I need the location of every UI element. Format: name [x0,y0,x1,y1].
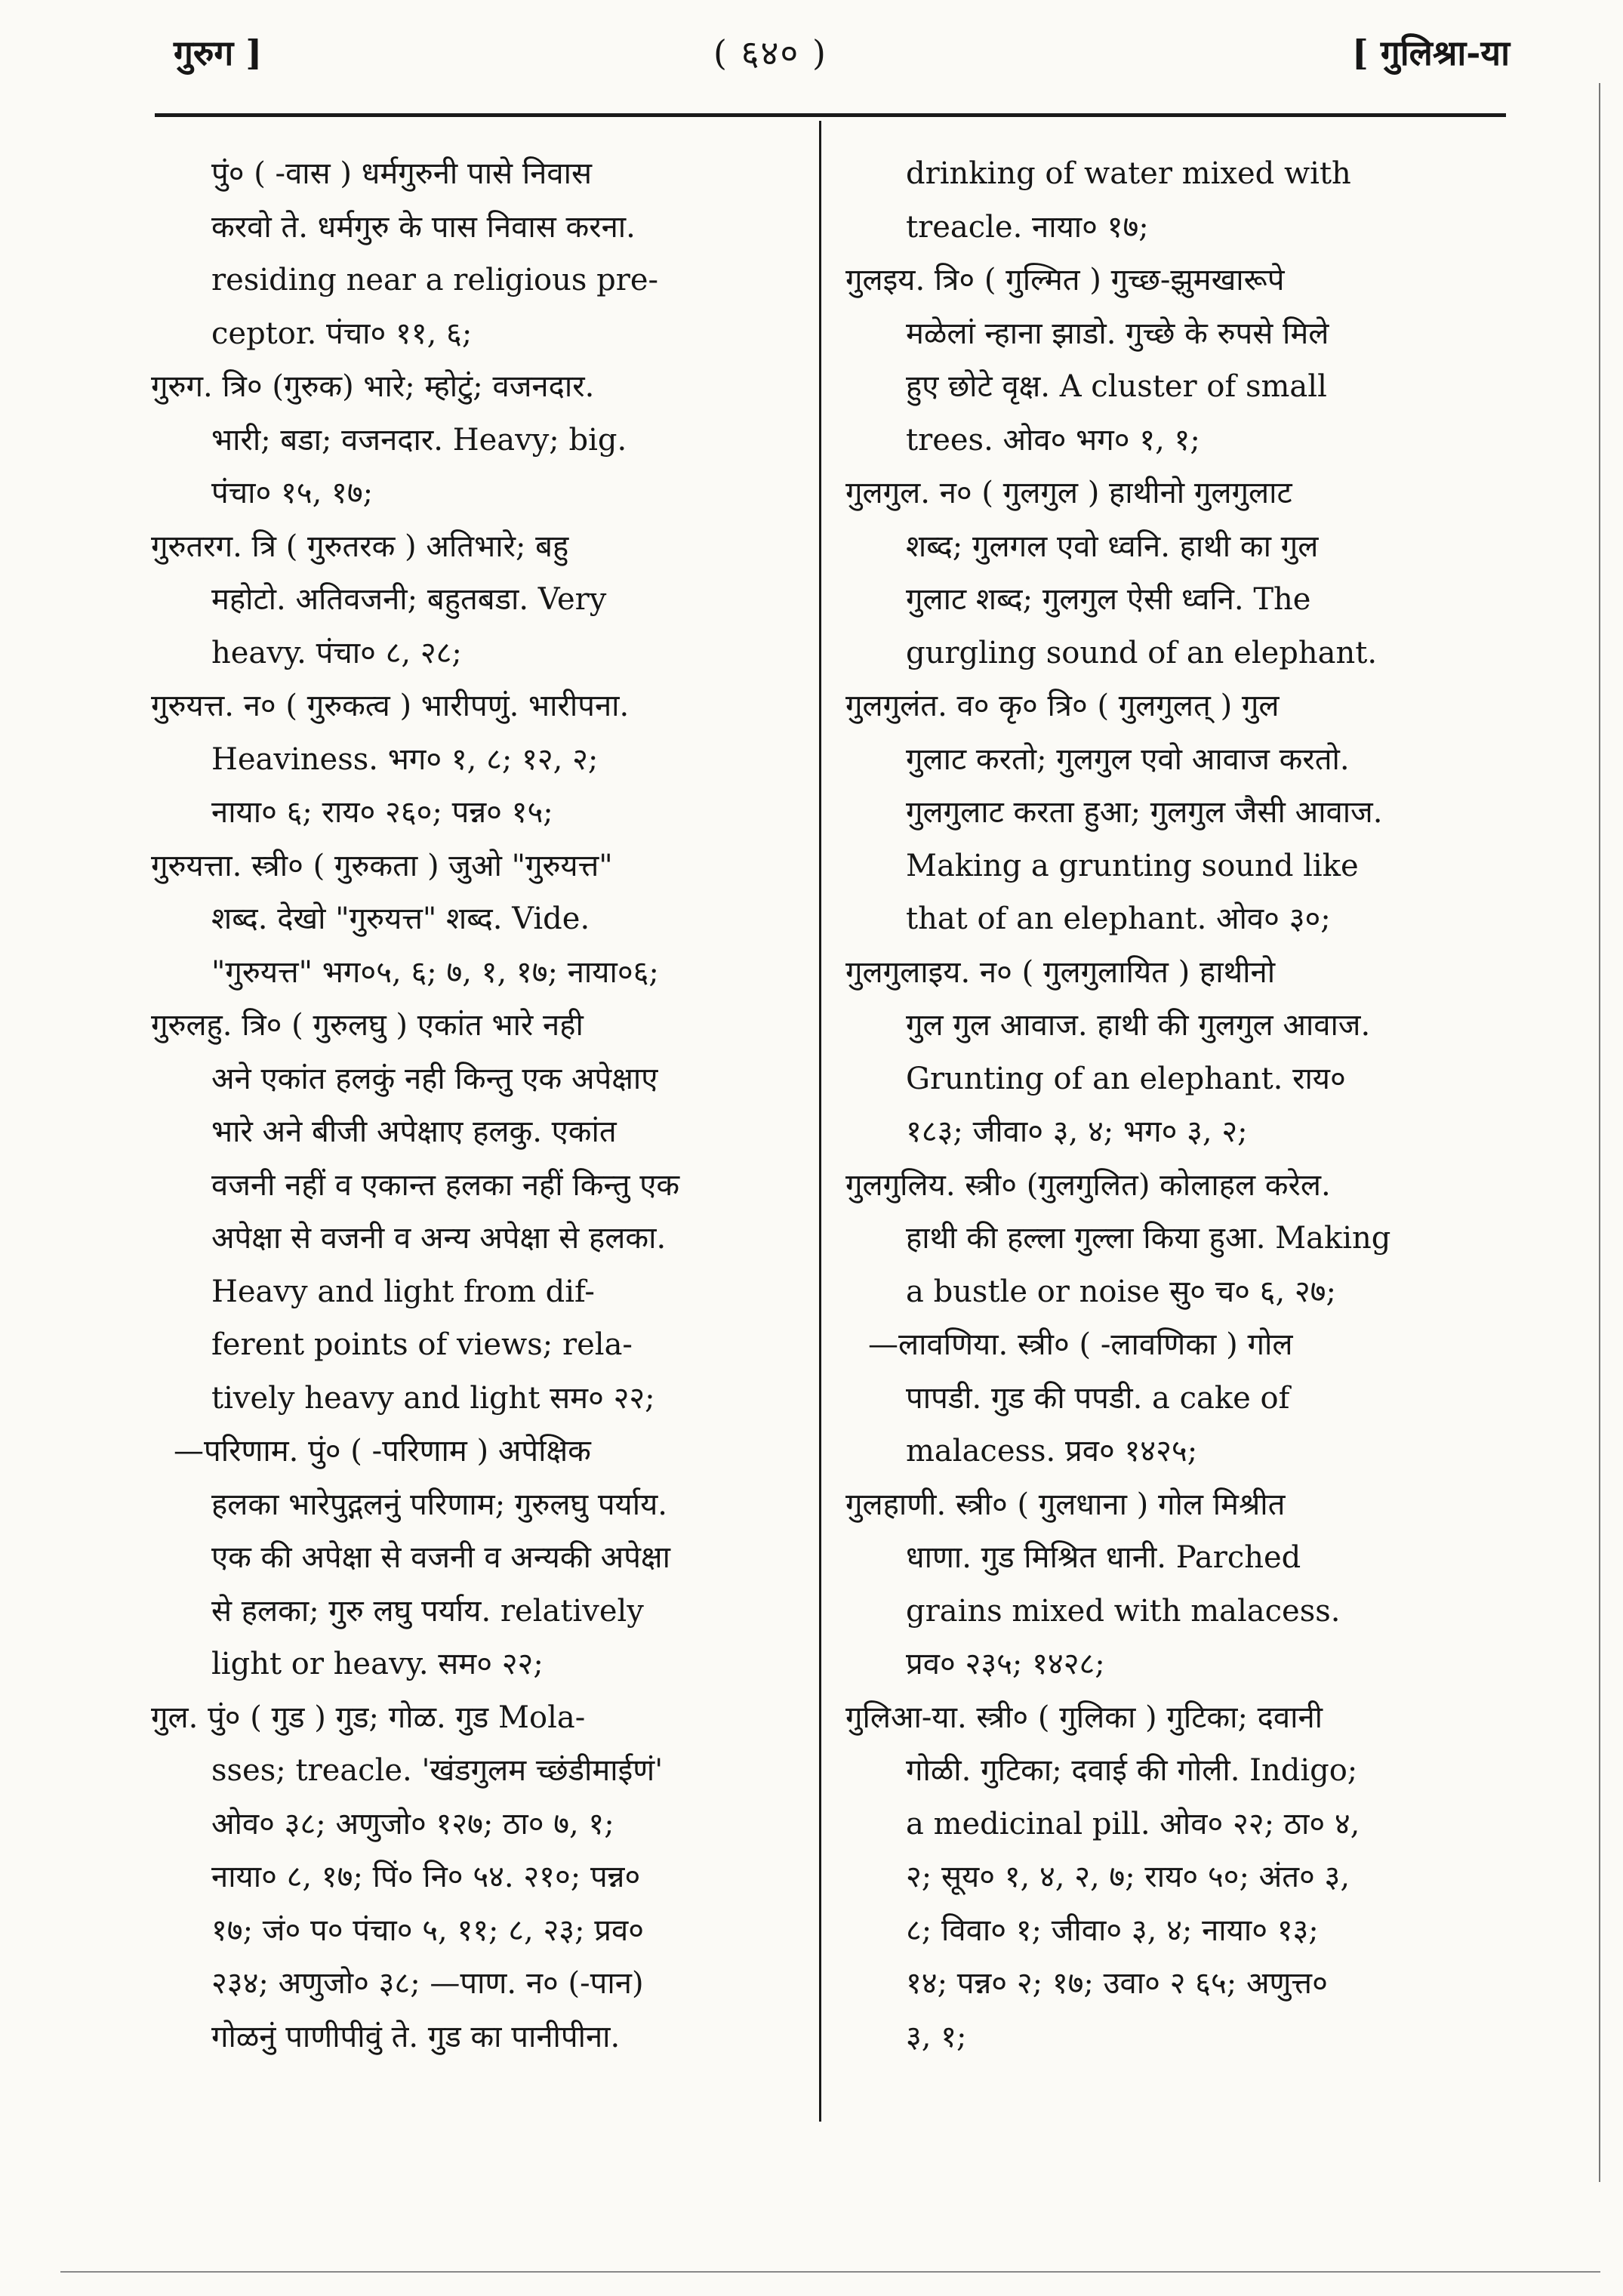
entry-text-line: heavy. पंचा० ८, २८; [211,635,462,670]
entry-text-line: अपेक्षा से वजनी व अन्य अपेक्षा से हलका. [211,1221,667,1256]
entry-text-line: १४; पन्न० २; १७; उवा० २ ६५; अणुत्त० [906,1966,1328,2001]
entry-text-line: —परिणाम. पुं० ( -परिणाम ) अपेक्षिक [174,1434,591,1469]
right-column [845,147,1487,2063]
entry-text-line: हुए छोटे वृक्ष. A cluster of small [906,369,1327,404]
entry-headword-line: गुरुयत्त. न० ( गुरुकत्व ) भारीपणुं. भारीपना. [151,689,630,723]
entry-text-line: पापडी. गुड की पपडी. a cake of [906,1380,1290,1416]
entry-text-line: sses; treacle. 'खंडगुलम च्छंडीमाईणं' [211,1753,664,1788]
page-edge-rule [1599,83,1600,2182]
entry-text-line: प्रव० २३५; १४२८; [906,1647,1105,1681]
entry-text-line: अने एकांत हलकुं नही किन्तु एक अपेक्षाए [211,1061,658,1096]
entry-text-line: गोळनुं पाणीपीवुं ते. गुड का पानीपीना. [211,2019,621,2054]
entry-headword-line: गुल. पुं० ( गुड ) गुड; गोळ. गुड Mola- [151,1700,586,1735]
entry-text-line: नाया० ६; राय० २६०; पन्न० १५; [211,795,553,830]
entry-text-line: ८; विवा० १; जीवा० ३, ४; नाया० १३; [906,1912,1319,1948]
entry-headword-line: गुलगुल. न० ( गुलगुल ) हाथीनो गुलगुलाट [845,476,1292,510]
entry-text-line: ceptor. पंचा० ११, ६; [211,316,473,351]
entry-text-line: "गुरुयत्त" भग०५, ६; ७, १, १७; नाया०६; [211,954,659,990]
entry-text-line: that of an elephant. ओव० ३०; [906,901,1331,936]
entry-text-line: एक की अपेक्षा से वजनी व अन्यकी अपेक्षा [211,1540,670,1575]
entry-text-line: १७; जं० प० पंचा० ५, ११; ८, २३; प्रव० [211,1912,645,1948]
entry-text-line: शब्द; गुलगल एवो ध्वनि. हाथी का गुल [906,529,1319,564]
entry-text-line: Heavy and light from dif- [211,1274,595,1309]
entry-headword-line: गुलहाणी. स्त्री० ( गुलधाना ) गोल मिश्रीत [845,1487,1286,1522]
entry-text-line: trees. ओव० भग० १, १; [906,422,1200,458]
page-header [151,23,1510,83]
entry-text-line: drinking of water mixed with [906,156,1351,191]
entry-headword-line: गुलिआ-या. स्त्री० ( गुलिका ) गुटिका; दवानी [845,1700,1323,1735]
entry-text-line: a bustle or noise सु० च० ६, २७; [906,1274,1336,1309]
page-number: ( ६४० ) [713,32,827,73]
entry-headword-line: गुरुलहु. त्रि० ( गुरुलघु ) एकांत भारे नही [151,1008,584,1043]
entry-text-line: गोळी. गुटिका; दवाई की गोली. Indigo; [906,1753,1358,1788]
entry-text-line: हाथी की हल्ला गुल्ला किया हुआ. Making [906,1221,1391,1256]
entry-text-line: पुं० ( -वास ) धर्मगुरुनी पासे निवास [211,156,593,191]
entry-text-line: गुलाट शब्द; गुलगुल ऐसी ध्वनि. The [906,582,1311,617]
entry-headword-line: गुलगुलिय. स्त्री० (गुलगुलित) कोलाहल करेल. [845,1167,1331,1203]
entry-text-line: a medicinal pill. ओव० २२; ठा० ४, [906,1806,1360,1841]
entry-text-line: २; सूय० १, ४, २, ७; राय० ५०; अंत० ३, [906,1860,1350,1894]
entry-text-line: malacess. प्रव० १४२५; [906,1434,1198,1469]
entry-text-line: से हलका; गुरु लघु पर्याय. relatively [211,1593,644,1629]
entry-text-line: महोटो. अतिवजनी; बहुतबडा. Very [211,582,607,617]
entry-text-line: धाणा. गुड मिश्रित धानी. Parched [906,1540,1301,1575]
entry-text-line: Making a grunting sound like [906,848,1359,883]
entry-text-line: treacle. नाया० १७; [906,209,1149,245]
entry-text-line: Grunting of an elephant. राय० [906,1061,1346,1096]
entry-text-line: ओव० ३८; अणुजो० १२७; ठा० ७, १; [211,1806,614,1841]
header-rule [155,113,1506,117]
entry-text-line: residing near a religious pre- [211,263,659,297]
entry-text-line: ferent points of views; rela- [211,1327,633,1362]
entry-text-line: भारी; बडा; वजनदार. Heavy; big. [211,422,627,458]
entry-text-line: नाया० ८, १७; पिं० नि० ५४. २१०; पन्न० [211,1860,641,1894]
entry-text-line: गुल गुल आवाज. हाथी की गुलगुल आवाज. [906,1008,1371,1043]
entry-headword-line: गुरुग. त्रि० (गुरुक) भारे; म्होटुं; वजनदार. [151,369,595,404]
entry-text-line: २३४; अणुजो० ३८; —पाण. न० (-पान) [211,1966,644,2001]
entry-text-line: grains mixed with malacess. [906,1593,1341,1629]
entry-headword-line: गुलइय. त्रि० ( गुल्मित ) गुच्छ-झुमखारूपे [845,263,1285,297]
column-divider [819,121,821,2122]
entry-text-line: tively heavy and light सम० २२; [211,1380,655,1416]
entry-text-line: Heaviness. भग० १, ८; १२, २; [211,741,599,777]
entry-text-line: भारे अने बीजी अपेक्षाए हलकु. एकांत [211,1114,617,1149]
entry-text-line: करवो ते. धर्मगुरु के पास निवास करना. [211,209,636,245]
page-bottom-rule [60,2271,1600,2273]
entry-text-line: ३, १; [906,2019,967,2054]
entry-headword-line: गुलगुलंत. व० कृ० त्रि० ( गुलगुलत् ) गुल [845,689,1280,723]
guide-word-right: [ गुलिश्रा-या [1352,32,1510,73]
entry-text-line: १८३; जीवा० ३, ४; भग० ३, २; [906,1114,1248,1149]
entry-text-line: हलका भारेपुद्गलनुं परिणाम; गुरुलघु पर्याय. [211,1487,668,1522]
entry-text-line: गुलगुलाट करता हुआ; गुलगुल जैसी आवाज. [906,795,1383,830]
entry-text-line: गुलाट करतो; गुलगुल एवो आवाज करतो. [906,741,1350,777]
guide-word-left: गुरुग ] [174,32,263,73]
left-column [151,147,800,2063]
entry-text-line: light or heavy. सम० २२; [211,1647,544,1681]
entry-headword-line: गुरुयत्ता. स्त्री० ( गुरुकता ) जुओ "गुरुयत्त" [151,848,613,883]
entry-text-line: वजनी नहीं व एकान्त हलका नहीं किन्तु एक [211,1167,680,1203]
entry-text-line: —लावणिया. स्त्री० ( -लावणिका ) गोल [868,1327,1293,1362]
entry-text-line: gurgling sound of an elephant. [906,635,1378,670]
entry-headword-line: गुरुतरग. त्रि ( गुरुतरक ) अतिभारे; बहु [151,529,569,564]
entry-text-line: पंचा० १५, १७; [211,476,374,510]
entry-headword-line: गुलगुलाइय. न० ( गुलगुलायित ) हाथीनो [845,954,1276,990]
entry-text-line: मळेलां न्हाना झाडो. गुच्छे के रुपसे मिले [906,316,1329,351]
entry-text-line: शब्द. देखो "गुरुयत्त" शब्द. Vide. [211,901,590,936]
